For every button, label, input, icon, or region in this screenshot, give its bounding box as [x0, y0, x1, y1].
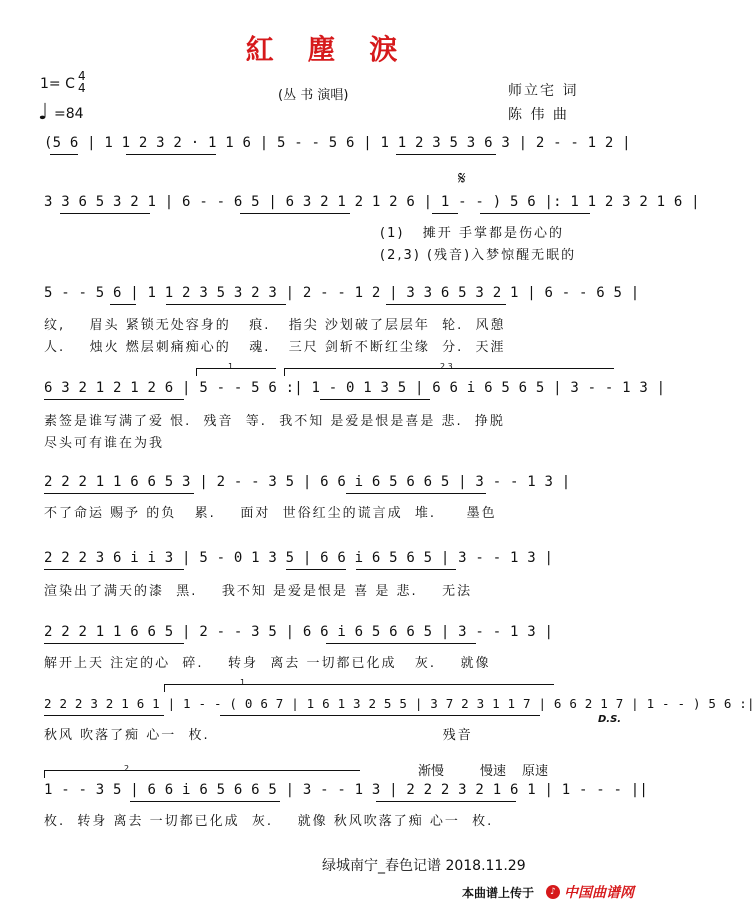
volta-23-label: 2.3	[440, 362, 453, 371]
volta-1-bracket	[196, 368, 276, 369]
notation-row-9: 1 - - 3 5 | 6 6 i 6 5 6 6 5 | 3 - - 1 3 | 2 2 2 3 2 1 6 1 | 1 - - - ||	[44, 782, 649, 798]
time-signature-top: 4	[78, 69, 86, 83]
lyric-line: 渲染出了满天的漆 黑. 我不知 是爱是恨是 喜 是 悲. 无法	[44, 584, 473, 599]
lyric-line: 枚. 转身 离去 一切都已化成 灰. 就像 秋风吹落了痴 心一 枚.	[44, 814, 494, 829]
tempo-mark-a-tempo: 原速	[522, 764, 549, 779]
notation-row-4: 6 3 2 1 2 1 2 6 | 5 - - 5 6 :| 1 - 0 1 3 5 | 6 6 i 6 5 6 5 | 3 - - 1 3 |	[44, 380, 666, 396]
underline	[240, 213, 350, 214]
underline	[396, 154, 496, 155]
notation-row-7: 2 2 2 1 1 6 6 5 | 2 - - 3 5 | 6 6 i 6 5 6 6 5 | 3 - - 1 3 |	[44, 624, 554, 640]
singer-credit: (丛 书 演唱)	[278, 88, 349, 103]
notation-row-5: 2 2 2 1 1 6 6 5 3 | 2 - - 3 5 | 6 6 i 6 5 6 6 5 | 3 - - 1 3 |	[44, 474, 571, 490]
volta-2-label: 2	[124, 764, 130, 773]
underline	[166, 304, 286, 305]
lyric-line: 解开上天 注定的心 碎. 转身 离去 一切都已化成 灰. 就像	[44, 656, 491, 671]
time-signature-bottom: 4	[78, 81, 86, 95]
underline	[320, 399, 430, 400]
tempo-marking: =84	[54, 106, 84, 122]
lyric-verse-2: (2,3) (残音)入梦惊醒无眠的	[380, 248, 577, 263]
underline	[126, 154, 216, 155]
lyricist-credit: 师立宅 词	[508, 83, 579, 99]
key-signature: 1= C	[40, 76, 75, 92]
underline	[432, 213, 458, 214]
lyric-verse-1: 纹, 眉头 紧锁无处容身的 痕. 指尖 沙划破了层层年 轮. 风憩	[44, 318, 506, 333]
lyric-verse-2: 尽头可有谁在为我	[44, 436, 165, 451]
quarter-note-icon: ♩	[38, 100, 49, 125]
segno-icon: 𝄋	[458, 168, 466, 189]
underline	[44, 399, 184, 400]
underline	[346, 493, 486, 494]
notation-row-3: 5 - - 5 6 | 1 1 2 3 5 3 2 3 | 2 - - 1 2 | 3 3 6 5 3 2 1 | 6 - - 6 5 |	[44, 285, 640, 301]
underline	[44, 569, 184, 570]
underline	[220, 715, 540, 716]
underline	[44, 493, 194, 494]
underline	[130, 801, 280, 802]
underline	[44, 643, 184, 644]
composer-credit: 陈 伟 曲	[508, 107, 569, 123]
tempo-mark-slow: 慢速	[480, 764, 507, 779]
volta-1-label: 1	[240, 678, 246, 687]
lyric-verse-2: 人. 烛火 燃层刺痛痴心的 魂. 三尺 剑斩不断红尘缘 分. 天涯	[44, 340, 506, 355]
underline	[386, 304, 506, 305]
volta-2-bracket	[44, 770, 360, 771]
underline	[480, 213, 590, 214]
notation-row-6: 2 2 2 3 6 i i 3 | 5 - 0 1 3 5 | 6 6 i 6 5 6 5 | 3 - - 1 3 |	[44, 550, 554, 566]
dal-segno-mark: D.S.	[598, 714, 622, 725]
underline	[60, 213, 150, 214]
time-signature	[78, 70, 86, 94]
notation-row-1: (5 6 | 1 1 2 3 2 · 1 1 6 | 5 - - 5 6 | 1 1 2 3 5 3 6 3 | 2 - - 1 2 |	[44, 135, 631, 151]
underline	[50, 154, 78, 155]
underline	[110, 304, 136, 305]
site-logo-icon: ♪	[546, 885, 560, 899]
underline	[286, 569, 346, 570]
notation-row-2: 3 3 6 5 3 2 1 | 6 - - 6 5 | 6 3 2 1 2 1 2 6 | 1 - - ) 5 6 |: 1 1 2 3 2 1 6 |	[44, 194, 700, 210]
notation-row-8: 2 2 2 3 2 1 6 1 | 1 - - ( 0 6 7 | 1 6 1 3 2 5 5 | 3 7 2 3 1 1 7 | 6 6 2 1 7 | 1 - - ) 5 6 :|	[44, 696, 755, 711]
lyric-line: 秋风 吹落了痴 心一 枚. 残音	[44, 728, 473, 743]
lyric-verse-1: (1) 摊开 手掌都是伤心的	[380, 226, 564, 241]
volta-1-bracket	[164, 684, 554, 685]
underline	[356, 569, 456, 570]
site-name[interactable]: 中国曲谱网	[564, 885, 634, 901]
underline	[326, 643, 476, 644]
volta-1-label: 1	[228, 362, 234, 371]
transcriber-credit: 绿城南宁_春色记谱 2018.11.29	[322, 858, 526, 874]
tempo-mark-ritardando: 渐慢	[418, 764, 445, 779]
underline	[376, 801, 516, 802]
upload-note: 本曲谱上传于	[462, 886, 535, 900]
underline	[44, 715, 164, 716]
lyric-line: 不了命运 赐予 的负 累. 面对 世俗红尘的谎言成 堆. 墨色	[44, 506, 497, 521]
lyric-verse-1: 素签是谁写满了爱 恨. 残音 等. 我不知 是爱是恨是喜是 悲. 挣脱	[44, 414, 505, 429]
song-title: 紅 塵 淚	[245, 33, 410, 66]
